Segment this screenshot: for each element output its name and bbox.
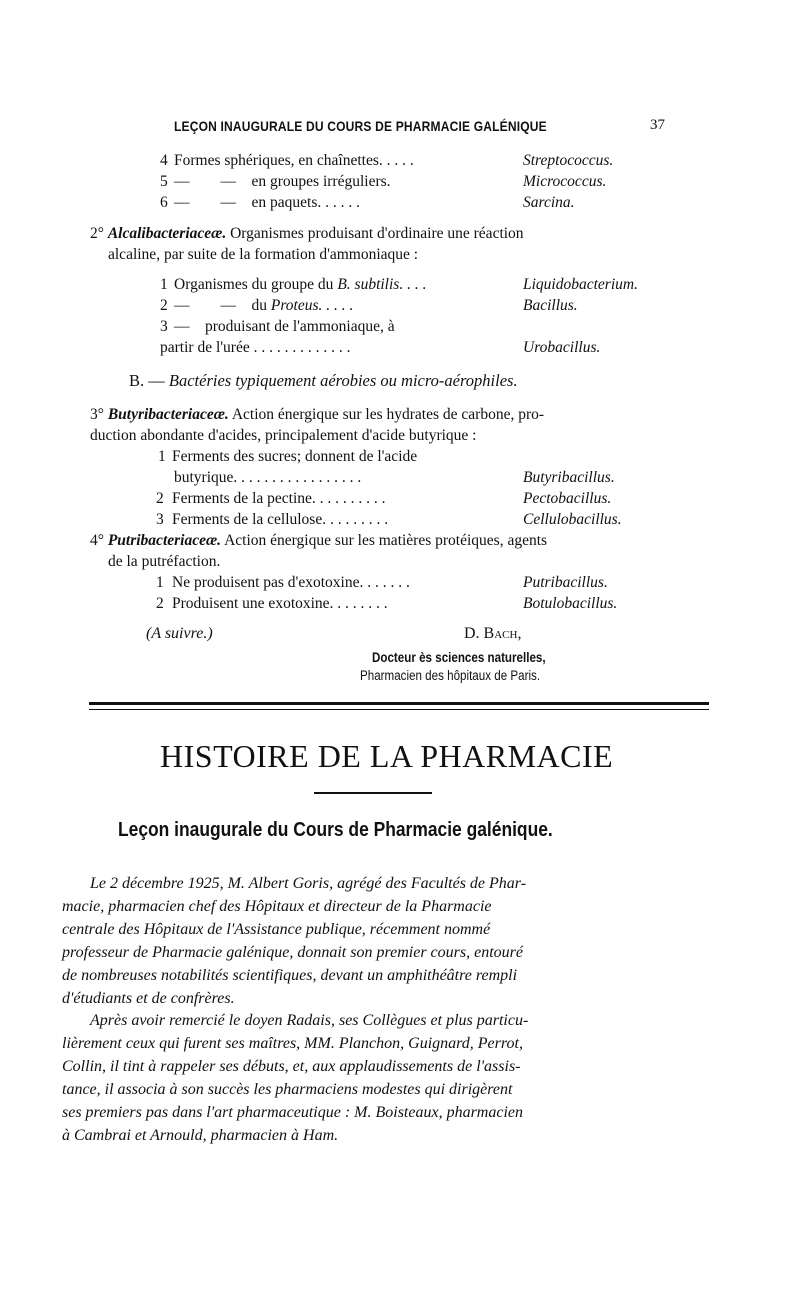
section-line — [90, 405, 544, 425]
genus-name: Urobacillus. — [523, 339, 601, 356]
paragraph-line: Après avoir remercié le doyen Radais, ses Collègues et plus particu- — [90, 1012, 529, 1029]
section-text: Action énergique sur les matières protéiques, agents — [224, 532, 548, 549]
subsection-title: Bactéries typiquement aérobies ou micro-aérophiles. — [168, 371, 518, 390]
genus-name: Putribacillus. — [523, 574, 608, 591]
list-item-text: Ferments de la cellulose. . . . . . . . . — [172, 511, 389, 528]
article-paragraph — [62, 872, 662, 1010]
list-item-number: 3 — [160, 318, 168, 335]
list-item-number: 2 — [160, 297, 168, 314]
page-number: 37 — [650, 117, 665, 133]
genus-name: Butyribacillus. — [523, 469, 615, 486]
subsection-heading — [129, 370, 518, 392]
list-item-number: 1 — [158, 448, 166, 465]
list-item-text: Ferments des sucres; donnent de l'acide — [172, 448, 418, 465]
section-line — [90, 224, 524, 244]
paragraph-line: de nombreuses notabilités scientifiques, devant un amphithéâtre rempli — [62, 967, 518, 984]
list-item-number: 1 — [160, 276, 168, 293]
article-paragraph — [62, 1009, 662, 1147]
item-text: — — du — [174, 297, 267, 314]
list-item-text: Ferments de la pectine. . . . . . . . . . — [172, 490, 386, 507]
list-item-text: partir de l'urée . . . . . . . . . . . . . — [160, 339, 351, 356]
heading-rule — [314, 792, 432, 794]
section-text: duction abondante d'acides, principalement d'acide butyrique : — [90, 427, 477, 444]
list-item-number: 6 — [160, 194, 168, 211]
paragraph-line: centrale des Hôpitaux de l'Assistance publique, récemment nommé — [62, 921, 491, 938]
genus-name: Streptococcus. — [523, 152, 614, 169]
genus-name: Pectobacillus. — [523, 490, 612, 507]
family-name: Alcalibacteriaceæ. — [107, 225, 227, 242]
paragraph-line: professeur de Pharmacie galénique, donnait son premier cours, entouré — [62, 944, 523, 961]
genus-name: Botulobacillus. — [523, 595, 618, 612]
list-item-text: — produisant de l'ammoniaque, à — [174, 318, 395, 335]
paragraph-line: Le 2 décembre 1925, M. Albert Goris, agrégé des Facultés de Phar- — [90, 875, 527, 892]
paragraph-line: ses premiers pas dans l'art pharmaceutique : M. Boisteaux, pharmacien — [62, 1104, 523, 1121]
paragraph-line: d'étudiants et de confrères. — [62, 990, 235, 1007]
list-item-text: Produisent une exotoxine. . . . . . . . — [172, 595, 388, 612]
list-item-text: Ne produisent pas d'exotoxine. . . . . . . — [172, 574, 410, 591]
list-item-number: 1 — [156, 574, 164, 591]
genus-name: Sarcina. — [523, 194, 575, 211]
species-name: B. subtilis. . . . — [337, 276, 427, 293]
list-item-number: 2 — [156, 595, 164, 612]
list-item-number: 5 — [160, 173, 168, 190]
list-item-text — [174, 275, 426, 295]
genus-name: Micrococcus. — [523, 173, 607, 190]
section-number: 2° — [90, 225, 104, 242]
author-title: Docteur ès sciences naturelles, — [372, 650, 546, 665]
to-be-continued: (A suivre.) — [146, 625, 213, 642]
section-line — [90, 531, 547, 551]
genus-name: Cellulobacillus. — [523, 511, 622, 528]
section-text: Action énergique sur les hydrates de carbone, pro- — [231, 406, 545, 423]
genus-name: Bacillus. — [523, 297, 578, 314]
paragraph-line: lièrement ceux qui furent ses maîtres, MM. Planchon, Guignard, Perrot, — [62, 1035, 523, 1052]
list-item-number: 4 — [160, 152, 168, 169]
author-title: Pharmacien des hôpitaux de Paris. — [360, 668, 541, 683]
list-item-text — [174, 296, 353, 316]
section-text: de la putréfaction. — [108, 553, 221, 570]
list-item-number: 2 — [156, 490, 164, 507]
running-title: LEÇON INAUGURALE DU COURS DE PHARMACIE GALÉNIQUE — [174, 118, 547, 134]
species-name: Proteus. . . . . — [270, 297, 354, 314]
paragraph-line: à Cambrai et Arnould, pharmacien à Ham. — [62, 1127, 339, 1144]
genus-name: Liquidobacterium. — [523, 276, 638, 293]
item-text: Organismes du groupe du — [174, 276, 334, 293]
divider-thick — [89, 702, 709, 705]
divider-thin — [89, 709, 709, 710]
list-item-text: — — en paquets. . . . . . — [174, 194, 360, 211]
section-number: 4° — [90, 532, 104, 549]
paragraph-line: tance, il associa à son succès les pharmaciens modestes qui dirigèrent — [62, 1081, 513, 1098]
list-item-text: Formes sphériques, en chaînettes. . . . . — [174, 152, 414, 169]
article-subheading: Leçon inaugurale du Cours de Pharmacie galénique. — [118, 818, 553, 841]
section-number: 3° — [90, 406, 104, 423]
subsection-label: B. — — [129, 371, 165, 390]
family-name: Butyribacteriaceæ. — [107, 406, 229, 423]
article-heading: HISTOIRE DE LA PHARMACIE — [160, 738, 614, 774]
author-name: D. Bach, — [464, 625, 522, 642]
list-item-text: — — en groupes irréguliers. — [174, 173, 391, 190]
section-text: alcaline, par suite de la formation d'ammoniaque : — [108, 246, 419, 263]
list-item-text: butyrique. . . . . . . . . . . . . . . . . — [174, 469, 362, 486]
paragraph-line: Collin, il tint à rappeler ses débuts, et, aux applaudissements de l'assis- — [62, 1058, 521, 1075]
section-text: Organismes produisant d'ordinaire une réaction — [230, 225, 524, 242]
family-name: Putribacteriaceæ. — [107, 532, 222, 549]
list-item-number: 3 — [156, 511, 164, 528]
paragraph-line: macie, pharmacien chef des Hôpitaux et directeur de la Pharmacie — [62, 898, 492, 915]
